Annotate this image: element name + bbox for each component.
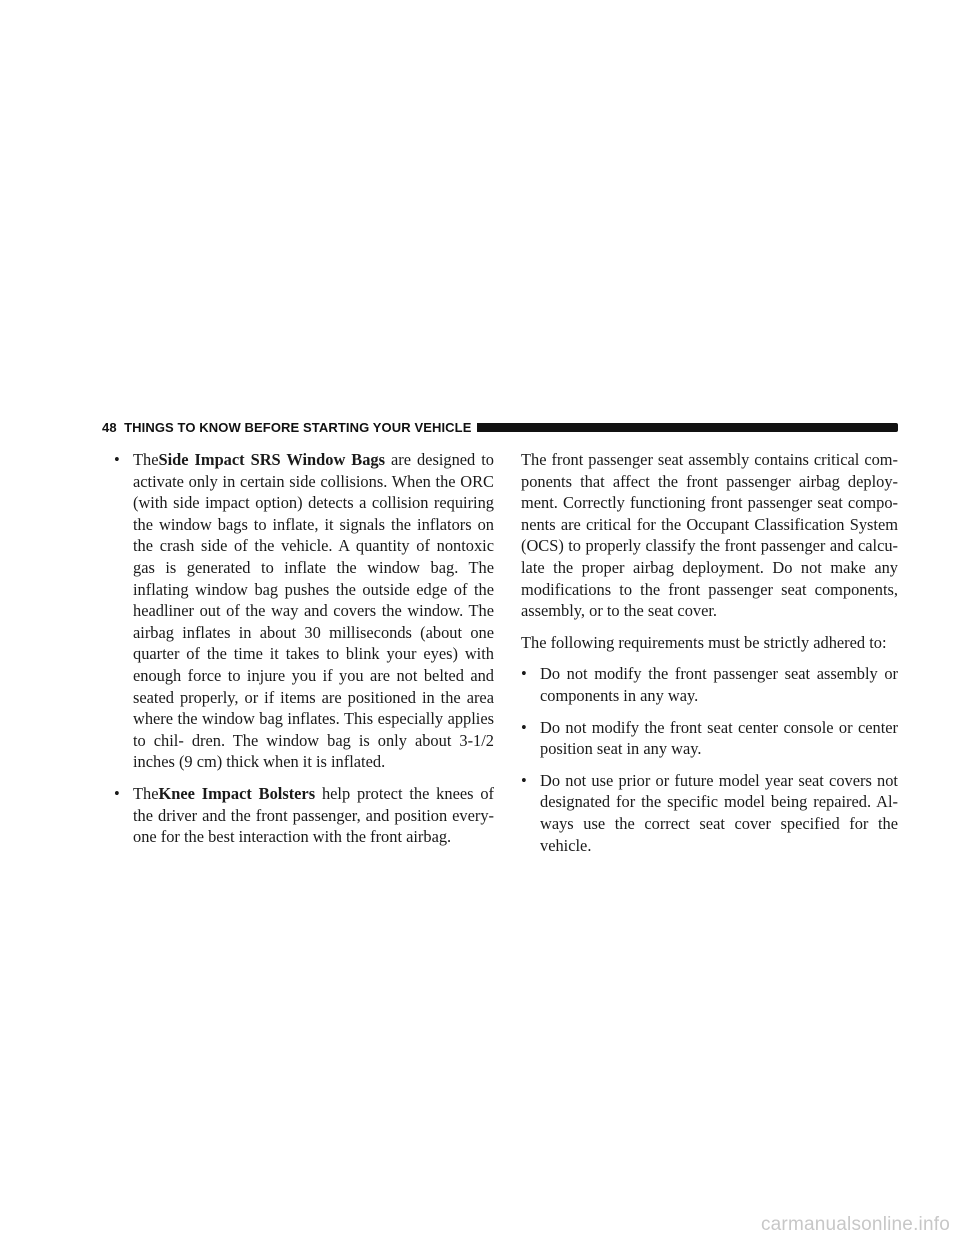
- watermark-text: carmanualsonline.info: [760, 1214, 950, 1235]
- requirement-item: [521, 663, 898, 706]
- requirement-text: Do not modify the front seat center console or center position seat in any way.: [540, 717, 898, 759]
- page-header: [102, 419, 898, 435]
- page-number: 48: [102, 419, 117, 435]
- requirements-intro: The following requirements must be strictly adhered to:: [521, 632, 887, 652]
- right-column: [521, 449, 898, 866]
- left-column: [114, 449, 494, 858]
- bullet-knee-impact-bolsters: [114, 783, 494, 848]
- bullet-lead: The: [133, 450, 159, 469]
- requirement-item: [521, 717, 898, 760]
- bullet-mark: •: [114, 783, 120, 803]
- header-rule: [477, 423, 898, 432]
- page-header-text: [102, 420, 471, 435]
- bullet-mark: •: [521, 717, 527, 737]
- bullet-side-impact-window-bags: [114, 449, 494, 773]
- bullet-mark: •: [521, 770, 527, 790]
- bullet-lead: The: [133, 783, 159, 803]
- bullet-text: help protect the knees of the driver and the front passenger, and position every- one for the best interaction with the front airbag.: [133, 783, 494, 847]
- bullet-text: are designed to activate only in certain side collisions. When the ORC (with side impact option) detects a collision requiring the window bags to inflate, it signals the inflators on the crash side of the vehicle. A quantity of nontoxic gas is generated to inflate the window bag. The inflating window bag pushes the outside edge of the headliner out of the way and covers the window. The airbag inflates in about 30 milliseconds (about one quarter of the time it takes to blink your eyes) with enough force to injure you if you are not belted and seated properly, or if items are positioned in the area where the window bag inflates. This especially applies to chil- dren. The window bag is only about 3-1/2 inches (9 cm) thick when it is inflated.: [133, 450, 494, 772]
- bullet-term: Knee Impact Bolsters: [158, 783, 316, 803]
- bullet-term: Side Impact SRS Window Bags: [158, 450, 385, 469]
- bullet-mark: •: [521, 664, 527, 684]
- bullet-mark: •: [114, 450, 120, 469]
- requirement-text: Do not modify the front passenger seat assembly or components in any way.: [540, 664, 898, 705]
- ocs-paragraph: The front passenger seat assembly contains critical com- ponents that affect the front passenger airbag deploy- ment. Correctly functioning front passenger seat compo- nents are critical for the Occupant Classification System (OCS) to properly classify the front passenger and calcu- late the proper airbag deployment. Do not make any modifications to the front passenger seat components, assembly, or to the seat cover.: [521, 450, 898, 621]
- requirement-text: Do not use prior or future model year seat covers not designated for the specific model being repaired. Al- ways use the correct seat cover specified for the vehicle.: [540, 770, 898, 855]
- requirement-item: [521, 770, 898, 856]
- section-title: THINGS TO KNOW BEFORE STARTING YOUR VEHICLE: [124, 419, 472, 435]
